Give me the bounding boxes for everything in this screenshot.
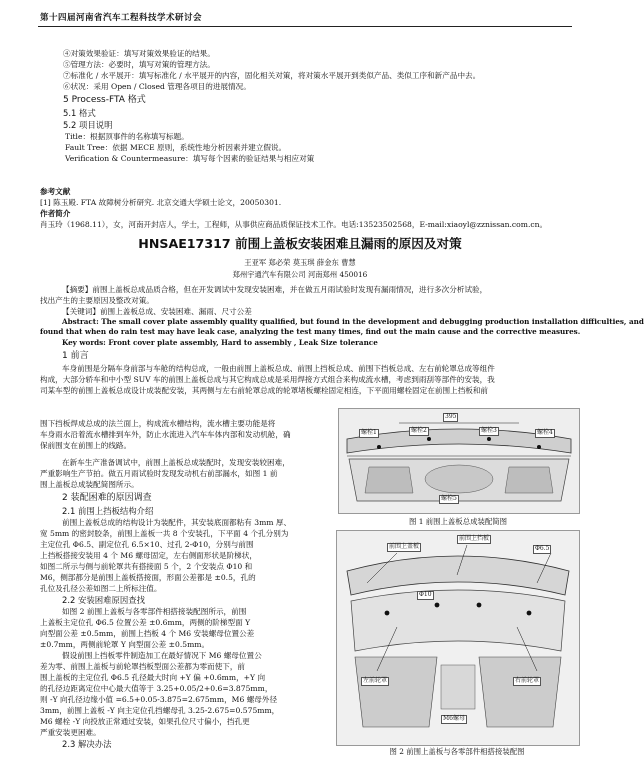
body-line: 严重安装更困难。 <box>40 728 101 738</box>
body-line: 围上盖板的主定位孔 Φ6.5 孔径最大时向 +Y 偏 +0.6mm，+Y 向 <box>40 673 266 683</box>
figure-label: Φ10 <box>419 591 432 598</box>
step-line: ⑤管理方法：必要时，填写对策的管理方法。 <box>63 60 215 69</box>
reference-item: [1] 陈玉殿. FTA 故障树分析研究. 北京交通大学硕士论文，20050301. <box>40 198 282 207</box>
subsection-heading: 5.1 格式 <box>63 108 96 119</box>
subsection-heading: 2.1 前围上挡板结构介绍 <box>62 506 154 517</box>
figure-1-svg <box>339 409 579 513</box>
figure-1-drawing <box>338 408 580 514</box>
body-line: 前围上盖板总成的结构设计为装配件，其安装底面都粘有 3mm 厚、 <box>62 518 292 528</box>
figure-1-caption: 图 1 前围上盖板总成装配简图 <box>408 517 508 526</box>
subsection-heading: 2.2 安装困难原因查找 <box>62 595 145 606</box>
abstract-block <box>40 284 644 396</box>
figure-label: 395 <box>445 413 457 420</box>
author-bio: 肖玉玲（1968.11），女，河南开封店人，学士，工程师，从事供应商品质保证技术工作。电话:13523502568，E-mail:xiaoyl@zznissan.com.cn。 <box>40 220 548 229</box>
abstract-cn: 找出产生的主要原因及整改对策。 <box>40 296 154 305</box>
abstract-en: Abstract: The small cover plate assembly quality qualified, but found in the development and debugging production installation difficulties, and <box>62 317 644 326</box>
body-line: 车身前围是分隔车身前部与车舱的结构总成，一般由前围上盖板总成、前围上挡板总成、前围下挡板总成、左右前轮罩总成等组件 <box>62 364 495 374</box>
body-line: 则 -Y 向孔径边缘小值 =6.5+0.05-3.875=2.675mm，M6 螺母外径 <box>40 695 278 705</box>
keywords-cn: 【关键词】前围上盖板总成、安装困难、漏雨、尺寸公差 <box>62 307 252 316</box>
body-line: ±0.7mm，两侧前轮罩 Y 向型面公差 ±0.5mm。 <box>40 640 210 650</box>
body-line: 孔位及孔径公差如图二上所标注值。 <box>40 584 162 594</box>
body-line: 3mm，前围上盖板 -Y 向主定位孔挡螺母孔 3.25-2.675=0.575mm， <box>40 706 280 716</box>
body-line: 围下挡板焊成总成的法兰面上，构成流水槽结构，流水槽主要功能是将 <box>40 419 276 428</box>
body-line: 如图 2 前围上盖板与各零部件相搭接装配图所示，前围 <box>62 607 247 617</box>
body-line: M6，侧部都分是前围上盖板搭接面，形面公差都是 ±0.5，孔的 <box>40 573 256 583</box>
article-affiliation: 郑州宇通汽车有限公司 河南郑州 450016 <box>232 270 368 279</box>
figure-2-svg <box>337 531 579 745</box>
body-line: 构成，大部分轿车和中小型 SUV 车的前围上盖板总成与其它构成总成是采用焊接方式组合来构成流水槽，考虑到雨刮等部件的安装，我 <box>40 375 495 385</box>
previous-article-tail <box>63 48 578 164</box>
figure-label: 螺栓1 <box>361 429 377 436</box>
section-heading: 2 装配困难的原因调查 <box>62 493 152 503</box>
item-line: Fault Tree：依据 MECE 原则，系统性地分析因素并建立假说。 <box>65 143 287 153</box>
figure-label: 前围上挡板 <box>459 535 490 542</box>
references-heading: 参考文献 <box>40 187 71 196</box>
body-line: 如图二所示与侧与前轮罩共有搭接面 5 个，2 个安装点 Φ10 和 <box>40 562 253 572</box>
abstract-cn: 【摘要】前围上盖板总成品质合格，但在开发调试中发现安装困难，并在做五月雨试验时发现有漏雨情况，进行多次分析试验， <box>62 285 488 294</box>
step-line: ⑦标准化 / 水平展开：填写标准化 / 水平展开的内容，固化相关对策，将对策水平展开到类似产品、类似工序和新产品中去。 <box>63 71 481 80</box>
author-heading: 作者简介 <box>40 209 71 218</box>
item-line: Verification & Countermeasure：填写每个因素的验证结果与相应对策 <box>65 154 315 164</box>
figure-label: M6螺母 <box>443 715 465 722</box>
running-header: 第十四届河南省汽车工程科技学术研讨会 <box>40 13 203 23</box>
figure-2-caption: 图 2 前围上盖板与各零部件相搭接装配图 <box>389 747 525 756</box>
left-column <box>40 418 330 751</box>
item-line: Title：根据顶事件的名称填写标题。 <box>65 132 189 142</box>
section-heading: 1 前言 <box>62 351 89 362</box>
abstract-en: found that when do rain test may have leak case, analyzing the test many times, find out the main cause and the corrective measures. <box>40 327 581 337</box>
body-line: 司某车型的前围上盖板总成设计成装配安装，其两侧与左右前轮罩总成的轮罩堵板螺栓固定相连，下平面用螺栓固定在前围上挡板和前 <box>40 386 489 396</box>
body-line: 差为零、前围上盖板与前轮罩挡板型面公差都为零而使下，前 <box>40 662 246 672</box>
header-rule <box>38 26 572 27</box>
body-line: M6 螺栓 -Y 向投放正常通过安装，如果孔位尺寸偏小，挡孔更 <box>40 717 250 727</box>
figure-label: 螺栓4 <box>537 429 553 436</box>
subsection-heading: 2.3 解决办法 <box>62 739 112 750</box>
figure-label: 左前轮罩 <box>363 677 388 684</box>
body-line: 在新车生产准备调试中，前围上盖板总成装配时，发现安装较困难， <box>62 458 290 467</box>
body-line: 上挡板搭接安装用 4 个 M6 螺母固定，左右侧面形状是阶梯状， <box>40 551 257 561</box>
article-authors: 王亚军 郑必荣 莫玉琪 薛金东 曹慧 <box>244 258 356 267</box>
body-line: 主定位孔 Φ6.5、副定位孔 6.5×10、过孔 2-Φ10，分别与前围 <box>40 540 254 550</box>
body-line: 严重影响生产节拍。做五月雨试验时发现发动机右前部漏水，如图 1 前 <box>40 469 278 478</box>
figure-label: 螺栓2 <box>411 427 427 434</box>
body-line: 上盖板主定位孔 Φ6.5 位置公差 ±0.6mm，两侧的阶梯型面 Y <box>40 618 251 628</box>
body-line: 的孔径边距离定位中心最大值等于 3.25+0.05/2+0.6=3.875mm， <box>40 684 273 694</box>
figure-label: 螺栓5 <box>441 495 457 502</box>
section-heading: 5 Process-FTA 格式 <box>63 95 146 105</box>
figure-label: 螺栓3 <box>481 427 497 434</box>
step-line: ⑥状况：采用 Open / Closed 管理各项目的进展情况。 <box>63 82 251 91</box>
figure-label: 右前轮罩 <box>515 677 540 684</box>
body-line: 假设前围上挡板零件制造加工在最好情况下 M6 螺母位置公 <box>62 651 262 661</box>
figure-label: 前围上盖板 <box>389 543 420 550</box>
step-line: ④对策效果验证：填写对策效果验证的结果。 <box>63 49 215 58</box>
keywords-en: Key words: Front cover plate assembly, Hard to assembly , Leak Size tolerance <box>62 337 378 347</box>
body-line: 宽 5mm 的密封胶条，前围上盖板一共 8 个安装孔，下平面 4 个孔分别为 <box>40 529 289 539</box>
body-line: 车身雨水沿着流水槽排到车外，防止水流进入汽车车体内部和发动机舱，确 <box>40 430 291 439</box>
body-line: 向型面公差 ±0.5mm，前围上挡板 4 个 M6 安装螺母位置公差 <box>40 629 255 639</box>
subsection-heading: 5.2 项目说明 <box>63 120 113 131</box>
references <box>40 186 580 230</box>
article-title: HNSAE17317 前围上盖板安装困难且漏雨的原因及对策 <box>138 236 462 251</box>
figure-2-drawing <box>336 530 580 746</box>
body-line: 保前围支在前围上的线路。 <box>40 441 132 450</box>
body-line: 围上盖板总成装配简图所示。 <box>40 480 139 489</box>
figure-label: Φ6.5 <box>535 545 550 552</box>
